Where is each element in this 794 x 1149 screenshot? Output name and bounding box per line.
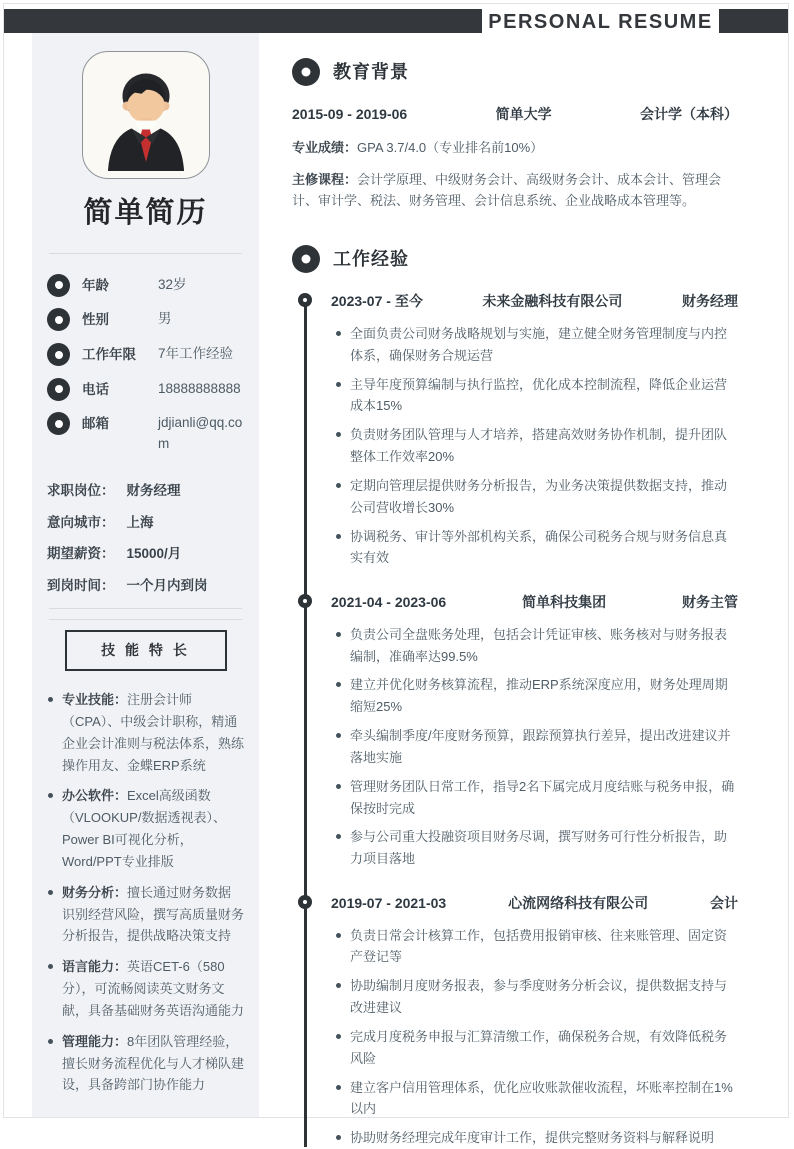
section-dot-icon xyxy=(292,245,320,273)
job-header xyxy=(331,591,738,615)
job-bullet xyxy=(331,323,738,367)
job-bullet xyxy=(331,925,738,969)
skill-text: Excel高级函数（VLOOKUP/数据透视表）、Power BI可视化分析，Word/PPT专业排版 xyxy=(62,788,226,869)
courses-value: 会计学原理、中级财务会计、高级财务会计、成本会计、管理会计、审计学、税法、财务管理、会计信息系统、企业战略成本管理等。 xyxy=(292,171,722,209)
experience-section xyxy=(292,244,738,1149)
bullet-icon xyxy=(336,784,341,789)
info-dot-icon xyxy=(47,343,70,366)
job-bullet-text: 建立客户信用管理体系，优化应收账款催收流程，坏账率控制在1%以内 xyxy=(350,1079,733,1117)
job-bullet xyxy=(331,1026,738,1070)
job-bullet-text: 牵头编制季度/年度财务预算，跟踪预算执行差异，提出改进建议并落地实施 xyxy=(350,728,731,765)
skill-item xyxy=(47,689,244,776)
timeline-dot-icon xyxy=(298,293,312,307)
bullet-icon xyxy=(336,834,341,839)
job-period: 2019-07 - 2021-03 xyxy=(331,895,447,912)
bullet-icon xyxy=(336,331,341,336)
job-bullet-text: 负责日常会计核算工作，包括费用报销审核、往来账管理、固定资产登记等 xyxy=(350,927,728,965)
sidebar xyxy=(32,33,259,1117)
info-row xyxy=(47,308,244,332)
bullet-icon xyxy=(336,1135,341,1140)
info-value: jdjianli@qq.com xyxy=(158,415,243,451)
info-dot-icon xyxy=(47,274,70,297)
job-bullet xyxy=(331,674,738,718)
skill-text: 擅长通过财务数据识别经营风险，撰写高质量财务分析报告，提供战略决策支持 xyxy=(62,884,245,944)
job-bullet-text: 协助财务经理完成年度审计工作，提供完整财务资料与解释说明 xyxy=(350,1130,715,1146)
bullet-icon xyxy=(336,1034,341,1039)
info-value: 18888888888 xyxy=(158,380,241,396)
job-bullet xyxy=(331,725,738,769)
job-bullet-text: 完成月度税务申报与汇算清缴工作，确保税务合规，有效降低税务风险 xyxy=(350,1028,728,1066)
job-intent-list xyxy=(47,480,244,598)
skills-list xyxy=(47,689,244,1096)
job-bullet-list xyxy=(331,925,738,1149)
bullet-icon xyxy=(336,682,341,687)
job-bullet-text: 协调税务、审计等外部机构关系，确保公司税务合规与财务信息真实有效 xyxy=(350,528,728,566)
divider xyxy=(49,253,242,254)
courses-line xyxy=(292,169,738,213)
skill-item xyxy=(47,785,244,872)
job-bullet-text: 参与公司重大投融资项目财务尽调，撰写财务可行性分析报告，助力项目落地 xyxy=(350,829,728,867)
job-bullet-text: 定期向管理层提供财务分析报告，为业务决策提供数据支持，推动公司营收增长30% xyxy=(350,477,728,515)
education-section xyxy=(292,57,738,212)
intent-row xyxy=(47,512,244,535)
gpa-value: GPA 3.7/4.0（专业排名前10%） xyxy=(357,139,544,155)
main-content xyxy=(259,33,788,1146)
job-bullet-text: 管理财务团队日常工作，指导2名下属完成月度结账与税务申报，确保按时完成 xyxy=(350,778,735,816)
intent-value: 15000/月 xyxy=(126,546,182,562)
education-row xyxy=(292,103,738,127)
job-bullet xyxy=(331,1127,738,1149)
info-row xyxy=(47,378,244,402)
avatar xyxy=(82,51,210,179)
skill-text: 注册会计师（CPA）、中级会计职称，精通企业会计准则与税法体系，熟练操作用友、金蝶ERP系统 xyxy=(62,692,245,773)
skill-label: 管理能力： xyxy=(62,1033,128,1049)
bullet-icon xyxy=(48,793,53,798)
job-title: 财务经理 xyxy=(682,293,738,310)
info-value: 32岁 xyxy=(158,276,187,292)
skills-section-title: 技 能 特 长 xyxy=(65,630,227,672)
info-row xyxy=(47,412,244,454)
bullet-icon xyxy=(336,382,341,387)
bullet-icon xyxy=(336,432,341,437)
job-entry xyxy=(292,892,738,1149)
intent-value: 财务经理 xyxy=(126,482,181,498)
job-entry xyxy=(292,290,738,569)
gpa-label: 专业成绩： xyxy=(292,139,358,155)
intent-row xyxy=(47,575,244,598)
jobs-timeline xyxy=(292,290,738,1149)
skill-label: 语言能力： xyxy=(62,959,128,975)
personal-info-list xyxy=(47,274,244,454)
education-major: 会计学（本科） xyxy=(639,106,738,123)
skill-item xyxy=(47,956,244,1021)
job-entry xyxy=(292,591,738,870)
job-bullet xyxy=(331,1077,738,1121)
candidate-name: 简单简历 xyxy=(83,197,208,229)
job-bullet-text: 协助编制月度财务报表，参与季度财务分析会议，提供数据支持与改进建议 xyxy=(350,978,728,1016)
education-section-header xyxy=(292,57,738,87)
job-bullet xyxy=(331,826,738,870)
education-period: 2015-09 - 2019-06 xyxy=(292,106,408,123)
info-label: 年龄 xyxy=(82,277,109,293)
bullet-icon xyxy=(48,1039,53,1044)
job-bullet xyxy=(331,374,738,418)
job-bullet-list xyxy=(331,323,738,569)
banner-title: PERSONAL RESUME xyxy=(482,4,719,41)
job-bullet xyxy=(331,776,738,820)
job-bullet-text: 全面负责公司财务战略规划与实施，建立健全财务管理制度与内控体系，确保财务合规运营 xyxy=(350,325,728,363)
bullet-icon xyxy=(48,890,53,895)
job-header xyxy=(331,290,738,314)
gpa-line xyxy=(292,137,738,159)
intent-value: 上海 xyxy=(126,514,154,530)
job-period: 2023-07 - 至今 xyxy=(331,293,423,310)
intent-row xyxy=(47,543,244,566)
job-bullet xyxy=(331,424,738,468)
skill-item xyxy=(47,1031,244,1096)
job-header xyxy=(331,892,738,916)
intent-label: 意向城市： xyxy=(47,514,115,530)
section-title: 工作经验 xyxy=(333,249,409,270)
info-label: 工作年限 xyxy=(82,347,136,363)
bullet-icon xyxy=(336,933,341,938)
info-label: 电话 xyxy=(82,381,109,397)
job-bullet xyxy=(331,975,738,1019)
intent-label: 求职岗位： xyxy=(47,482,115,498)
section-title: 教育背景 xyxy=(333,62,409,82)
education-school: 简单大学 xyxy=(495,106,552,123)
courses-label: 主修课程： xyxy=(292,171,358,187)
job-company: 心流网络科技有限公司 xyxy=(508,895,649,912)
bullet-icon xyxy=(336,632,341,637)
bullet-icon xyxy=(336,534,341,539)
job-company: 未来金融科技有限公司 xyxy=(482,293,623,310)
job-bullet xyxy=(331,526,738,570)
bullet-icon xyxy=(336,483,341,488)
job-bullet-text: 负责财务团队管理与人才培养，搭建高效财务协作机制，提升团队整体工作效率20% xyxy=(350,427,728,465)
resume-page xyxy=(3,3,789,1146)
job-bullet-text: 建立并优化财务核算流程，推动ERP系统深度应用，财务处理周期缩短25% xyxy=(350,677,728,715)
bullet-icon xyxy=(48,964,53,969)
job-bullet xyxy=(331,624,738,668)
info-label: 邮箱 xyxy=(82,416,109,432)
intent-label: 期望薪资： xyxy=(47,546,115,562)
skill-label: 办公软件： xyxy=(62,788,128,804)
skill-label: 财务分析： xyxy=(62,884,128,900)
divider xyxy=(49,608,242,609)
job-bullet xyxy=(331,475,738,519)
job-bullet-list xyxy=(331,624,738,870)
bullet-icon xyxy=(336,983,341,988)
section-dot-icon xyxy=(292,58,320,86)
info-dot-icon xyxy=(47,308,70,331)
skill-label: 专业技能： xyxy=(62,692,128,708)
bullet-icon xyxy=(336,1085,341,1090)
info-value: 男 xyxy=(158,311,172,327)
timeline-dot-icon xyxy=(298,594,312,608)
info-value: 7年工作经验 xyxy=(158,346,234,362)
intent-label: 到岗时间： xyxy=(47,577,115,593)
info-dot-icon xyxy=(47,412,70,435)
skill-text: 8年团队管理经验，擅长财务流程优化与人才梯队建设，具备跨部门协作能力 xyxy=(62,1033,245,1093)
job-title: 会计 xyxy=(710,895,738,912)
job-bullet-text: 负责公司全盘账务处理，包括会计凭证审核、账务核对与财务报表编制，准确率达99.5% xyxy=(350,626,728,664)
bullet-icon xyxy=(336,733,341,738)
info-row xyxy=(47,274,244,298)
page-body xyxy=(4,33,788,1146)
info-label: 性别 xyxy=(82,312,109,328)
job-title: 财务主管 xyxy=(682,594,738,611)
experience-section-header xyxy=(292,244,738,274)
job-company: 简单科技集团 xyxy=(522,594,607,611)
avatar-illustration xyxy=(90,59,202,171)
bullet-icon xyxy=(48,697,53,702)
divider xyxy=(49,619,242,620)
info-dot-icon xyxy=(47,378,70,401)
intent-row xyxy=(47,480,244,503)
intent-value: 一个月内到岗 xyxy=(126,577,208,593)
info-row xyxy=(47,343,244,367)
job-bullet-text: 主导年度预算编制与执行监控，优化成本控制流程，降低企业运营成本15% xyxy=(350,376,728,414)
skill-item xyxy=(47,882,244,947)
job-period: 2021-04 - 2023-06 xyxy=(331,594,447,611)
timeline-dot-icon xyxy=(298,895,312,909)
skill-text: 英语CET-6（580分），可流畅阅读英文财务文献，具备基础财务英语沟通能力 xyxy=(62,959,245,1018)
